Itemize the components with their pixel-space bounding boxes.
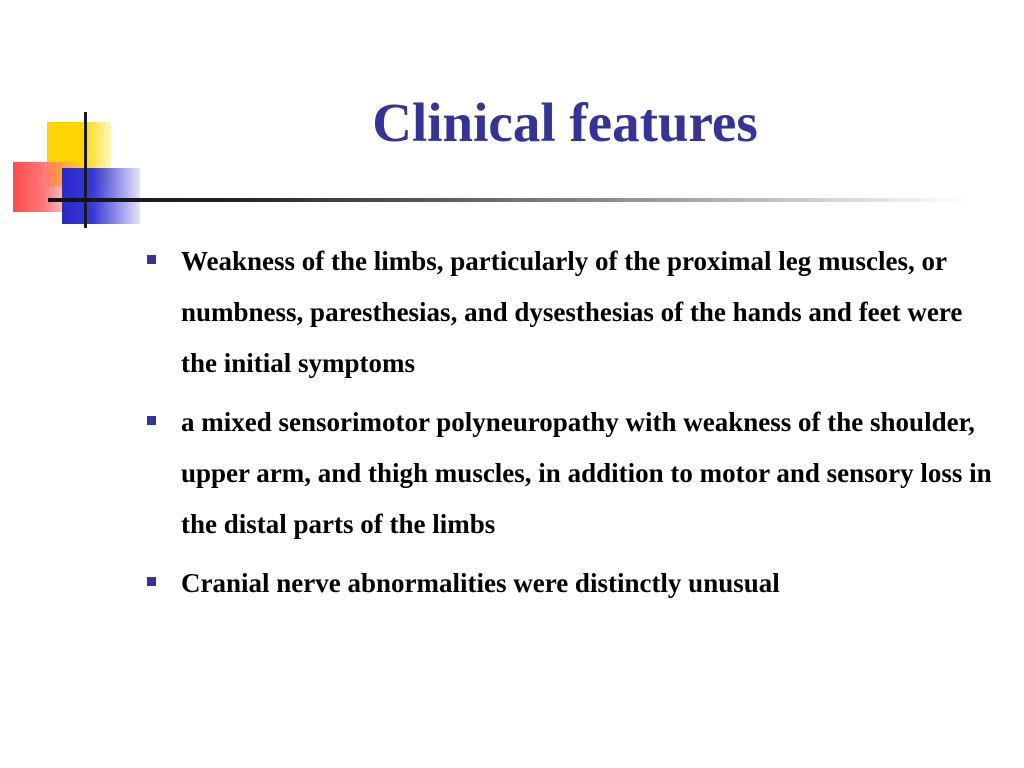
square-bullet-icon (147, 255, 156, 264)
bullet-list (140, 236, 1000, 617)
bullet-text: Cranial nerve abnormalities were distinctly unusual (181, 568, 780, 598)
slide-title: Clinical features (372, 92, 758, 153)
bullet-item (140, 397, 1000, 550)
bullet-text: Weakness of the limbs, particularly of the proximal leg muscles, or numbness, paresthesias, and dysesthesias of the hands and feet were the initial symptoms (181, 246, 963, 378)
decorative-blue-square (62, 168, 140, 224)
square-bullet-icon (147, 577, 156, 586)
bullet-text: a mixed sensorimotor polyneuropathy with weakness of the shoulder, upper arm, and thigh muscles, in addition to motor and sensory loss in the distal parts of the limbs (181, 407, 992, 539)
bullet-item (140, 236, 1000, 389)
title-underline (48, 198, 968, 202)
decorative-vertical-line (84, 112, 87, 228)
square-bullet-icon (147, 416, 156, 425)
bullet-item (140, 558, 1000, 609)
